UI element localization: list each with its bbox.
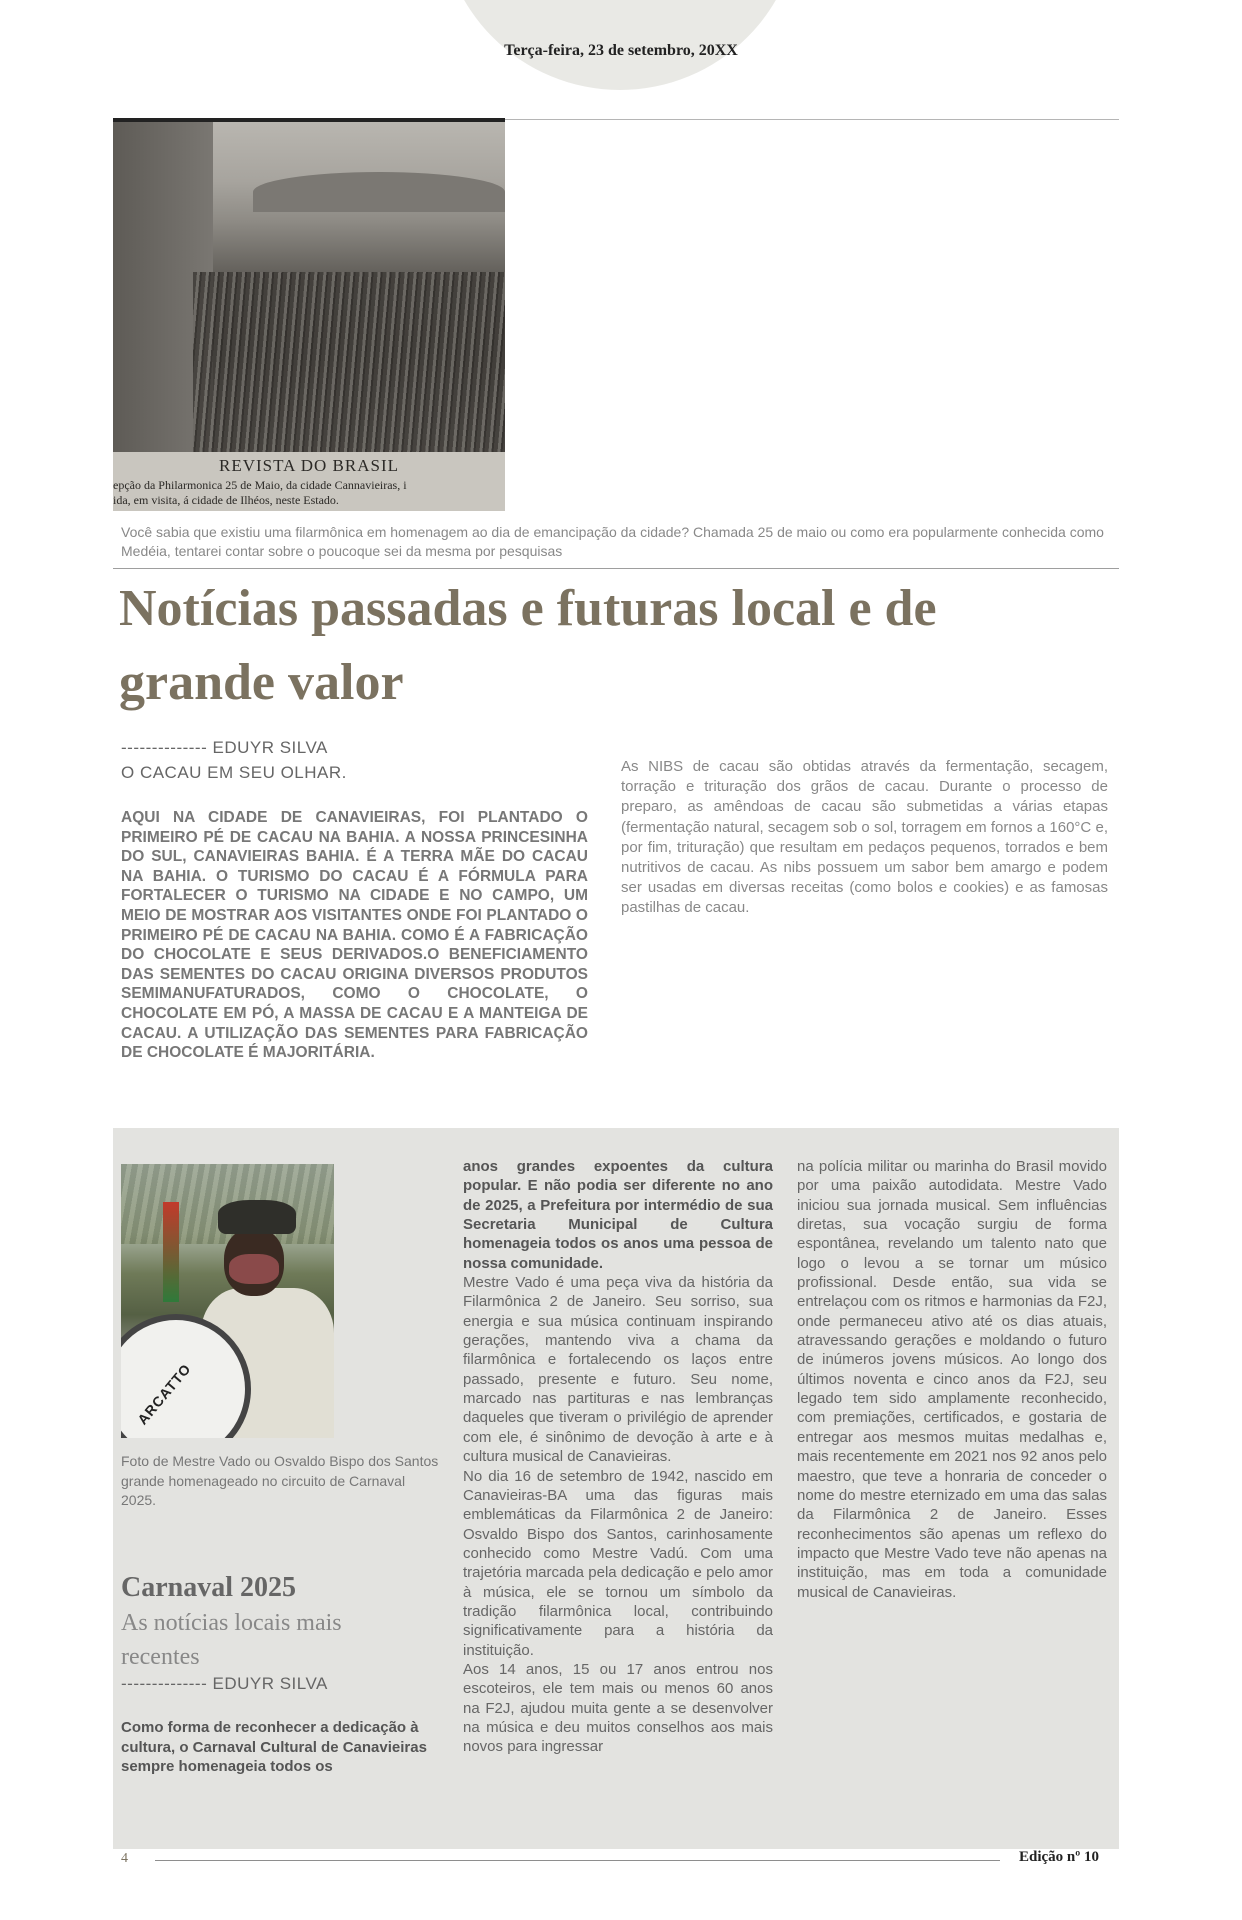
carnaval-column-2 [463,1157,773,1757]
photo-top-bar [113,118,505,122]
column-2-lead: anos grandes expoentes da cultura popular. E não podia ser diferente no ano de 2025, a Prefeitura por intermédio de sua Secretaria Municipal de Cultura homenageia todos os anos uma pessoa de nossa comunidade. [463,1158,773,1272]
historic-photo-crowd [193,272,505,452]
column-2-paragraph-2: No dia 16 de setembro de 1942, nascido em Canavieiras-BA uma das figuras mais emblemáticas da Filarmônica 2 de Janeiro: Osvaldo Bispo dos Santos, carinhosamente conhecido como Mestre Vadú. Com uma trajetória marcada pela dedicação e pelo amor à música, ele se tornou um símbolo da tradição filarmônica local, contribuindo significativamente para a história da instituição. [463,1467,773,1659]
historic-photo-caption: Você sabia que existiu uma filarmônica em homenagem ao dia de emancipação da cidade? Chamada 25 de maio ou como era popularmente conhecida como Medéia, tentarei contar sobre o poucoque sei da mesma por pesquisas [121,524,1104,559]
photo-mask [229,1254,279,1284]
carnaval-intro: Como forma de reconhecer a dedicação à cultura, o Carnaval Cultural de Canavieiras sempre homenageia todos os [121,1719,427,1775]
carnaval-title: Carnaval 2025 [121,1572,296,1603]
middle-rule [113,568,1119,569]
photo-cap [218,1200,296,1234]
page-number: 4 [121,1851,128,1866]
article-kicker: O CACAU EM SEU OLHAR. [121,763,347,782]
column-3-paragraph: na polícia militar ou marinha do Brasil movido por uma paixão autodidata. Mestre Vado iniciou sua jornada musical. Sem influências diretas, sua vocação surgiu de forma espontânea, revelando um talento nato que logo o levou a se tornar um músico profissional. Desde então, sua vida se entrelaçou com os ritmos e harmonias da F2J, onde permaneceu ativo até os dias atuais, atravessando gerações e moldando o futuro de inúmeros jovens músicos. Ao longo dos últimos noventa e cinco anos da F2J, seu legado tem sido amplamente reconhecido, com premiações, certificados, e gostaria de entregar aos mesmos muitas medalhas e, mais recentemente em 2021 nos 92 anos pelo maestro, que teve a honraria de conceder o nome do mestre eternizado em uma das salas da Filarmônica 2 de Janeiro. Esses reconhecimentos são apenas um reflexo do impacto que Mestre Vado teve não apenas na instituição, mas em toda a comunidade musical de Canavieiras. [797,1158,1107,1601]
article-headline: Notícias passadas e futuras local e de grande valor [119,580,937,711]
carnaval-subtitle: As notícias locais mais recentes [121,1610,342,1670]
mestre-vado-photo-caption: Foto de Mestre Vado ou Osvaldo Bispo dos Santos grande homenageado no circuito de Carnaval 2025. [121,1453,439,1508]
historic-photo-line-1: epção da Philarmonica 25 de Maio, da cidade Cannavieiras, i [113,478,407,492]
photo-flag [163,1202,179,1302]
issue-date: Terça-feira, 23 de setembro, 20XX [504,42,738,59]
footer-rule [155,1860,1000,1861]
historic-photo [113,122,505,511]
mestre-vado-photo [121,1164,334,1438]
article-body: AQUI NA CIDADE DE CANAVIEIRAS, FOI PLANTADO O PRIMEIRO PÉ DE CACAU NA BAHIA. A NOSSA PRINCESINHA DO SUL, CANAVIEIRAS BAHIA. É A TERRA MÃE DO CACAU NA BAHIA. O TURISMO DO CACAU É A FÓRMULA PARA FORTALECER O TURISMO NA CIDADE E NO CAMPO, UM MEIO DE MOSTRAR AOS VISITANTES ONDE FOI PLANTADO O PRIMEIRO PÉ DE CACAU NA BAHIA. COMO É A FABRICAÇÃO DO CHOCOLATE E SEUS DERIVADOS.O BENEFICIAMENTO DAS SEMENTES DO CACAU ORIGINA DIVERSOS PRODUTOS SEMIMANUFATURADOS, COMO O CHOCOLATE, O CHOCOLATE EM PÓ, A MASSA DE CACAU E A MANTEIGA DE CACAU. A UTILIZAÇÃO DAS SEMENTES PARA FABRICAÇÃO DE CHOCOLATE É MAJORITÁRIA. [121,809,588,1062]
historic-photo-title: REVISTA DO BRASIL [219,456,399,475]
historic-photo-hills [253,172,505,212]
carnaval-byline: -------------- EDUYR SILVA [121,1674,328,1693]
carnaval-column-3 [797,1157,1107,1602]
historic-photo-line-2: ida, em visita, á cidade de Ilhéos, neste Estado. [113,493,339,507]
article-byline: -------------- EDUYR SILVA [121,738,328,757]
cacau-nibs-text: As NIBS de cacau são obtidas através da fermentação, secagem, torração e trituração dos grãos de cacau. Durante o processo de preparo, as amêndoas de cacau são submetidas a várias etapas (fermentação natural, secagem sob o sol, torragem em fornos a 160°C e, por fim, trituração) que resultam em pedaços pequenos, torrados e bem nutritivos de cacau. As nibs possuem um sabor bem amargo e podem ser usadas em diversas receitas (como bolos e cookies) e as famosas pastilhas de cacau. [621,758,1108,917]
photo-drum-text: ARCATTO [134,1360,195,1428]
column-2-paragraph-1: Mestre Vado é uma peça viva da história da Filarmônica 2 de Janeiro. Seu sorriso, sua energia e sua música continuam inspirando gerações, mantendo viva a chama da filarmônica e fortalecendo os laços entre passado, presente e futuro. Seu nome, marcado nas partituras e nas lembranças daqueles que tiveram o privilégio de aprender com ele, é sinônimo de devoção à arte e à cultura musical de Canavieiras. [463,1274,773,1466]
edition-number: Edição nº 10 [1019,1849,1099,1865]
column-2-paragraph-3: Aos 14 anos, 15 ou 17 anos entrou nos escoteiros, ele tem mais ou menos 60 anos na F2J, ajudou muita gente a se desenvolver na música e deu muitos conselhos aos mais novos para ingressar [463,1660,773,1756]
